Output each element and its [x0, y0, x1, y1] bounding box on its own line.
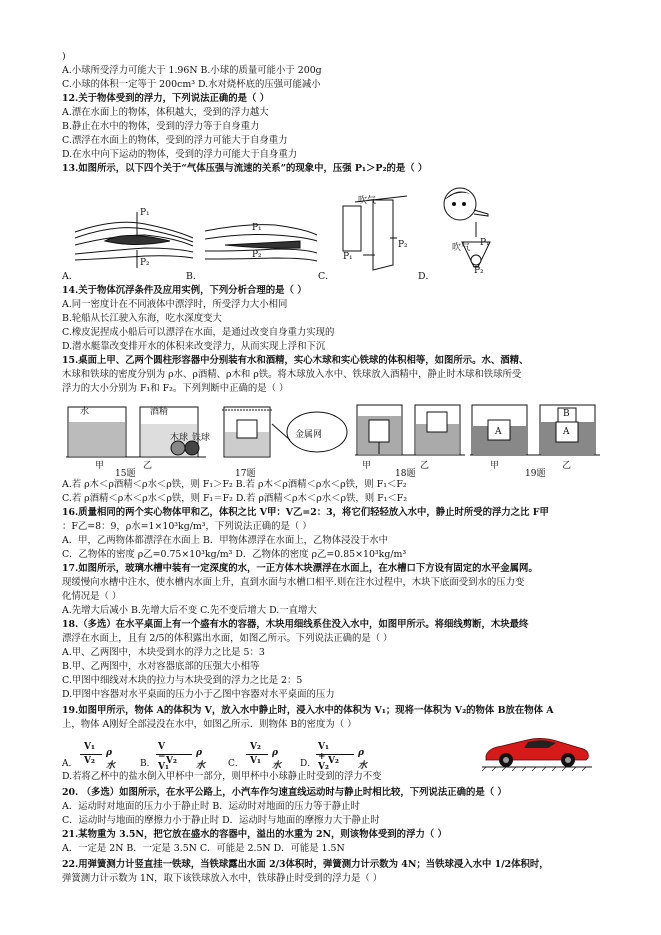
- question-17: 17.如图所示，玻璃水槽中装有一定深度的水，一正方体木块漂浮在水面上，在水槽口下方设有固定的水平金属网。: [62, 563, 538, 574]
- mesh-label: 金属网: [295, 430, 323, 440]
- jia-label: 甲: [362, 461, 372, 471]
- q13-option-a: A．: [62, 271, 79, 282]
- p2-label: P₂: [398, 240, 408, 250]
- text-line: ：F乙=8：9，ρ水=1×10³kg/m³，下列说法正确的是（ ）: [62, 521, 312, 532]
- block-b-label: B: [563, 409, 570, 419]
- text-line: A.先增大后减小 B.先增大后不变 C.先不变后增大 D.一直增大: [62, 605, 317, 616]
- question-18: 18.（多选）在水平桌面上有一个盛有水的容器，木块用细线系住没入水中，如图甲所示。将细线剪断，木块最终: [62, 619, 529, 630]
- text-line: 弹簧测力计示数为 1N，取下该铁球放入水中，铁球静止时受到的浮力是（ ）: [62, 873, 383, 884]
- text-line: 浮力的大小分别为 F₁和 F₂。下列判断中正确的是（ ）: [62, 383, 289, 394]
- yi-label: 乙: [420, 461, 430, 471]
- text-line: D.甲图中容器对水平桌面的压力小于乙图中容器对水平桌面的压力: [62, 689, 335, 700]
- fig17-caption: 17题: [235, 469, 256, 479]
- wood-label: 木球: [170, 433, 189, 443]
- yi-label: 乙: [562, 461, 572, 471]
- tank-figure-17: [222, 402, 352, 464]
- block-a-label: A: [563, 427, 570, 437]
- text-line: ): [62, 51, 66, 62]
- text-line: C.甲图中细线对木块的拉力与木块受到的浮力之比是 2：5: [62, 675, 303, 686]
- question-15: 15.桌面上甲、乙两个圆柱形容器中分别装有水和酒精，实心木球和实心铁球的体积相等，如图所示。水、酒精、: [62, 355, 529, 366]
- wing-figure-a: [75, 210, 195, 270]
- text-line: B.轮船从长江驶入东海，吃水深度变大: [62, 313, 222, 324]
- question-12: 12.关于物体受到的浮力，下列说法正确的是（ ）: [62, 93, 270, 104]
- text-line: B.甲、乙两图中，水对容器底部的压强大小相等: [62, 661, 260, 672]
- text-line: D.潜水艇靠改变排开水的体积来改变浮力，从而实现上浮和下沉: [62, 341, 326, 352]
- q13-option-c: C．: [318, 271, 335, 282]
- text-line: A.小球所受浮力可能大于 1.96N B.小球的质量可能小于 200g: [62, 65, 322, 76]
- text-line: 漂浮在水面上，且有 2/5的体积露出水面，如图乙所示。下列说法正确的是（ ）: [62, 633, 393, 644]
- block-a-label: A: [495, 427, 502, 437]
- wing-figure-b: [205, 215, 320, 270]
- p2-label: P₂: [252, 250, 262, 260]
- iron-label: 铁球: [192, 433, 211, 443]
- red-car-image: [482, 730, 592, 772]
- text-line: C．乙物体的密度 ρ乙=0.75×10³kg/m³ D．乙物体的密度 ρ乙=0.85×10³kg/m³: [62, 549, 407, 560]
- text-line: B.静止在水中的物体，受到的浮力等于自身重力: [62, 121, 260, 132]
- text-line: A．运动时对地面的压力小于静止时 B．运动时对地面的压力等于静止时: [62, 801, 360, 812]
- text-line: C.小球的体积一定等于 200cm³ D.水对烧杯底的压强可能减小: [62, 79, 321, 90]
- worksheet-page: ) A.小球所受浮力可能大于 1.96N B.小球的质量可能小于 200g C.小球的体积一定等于 200cm³ D.水对烧杯底的压强可能减小 12.关于物体受到的浮力，下列说法正确的是（ ） A.漂在水面上的物体，体积越大，受到的浮力越大 B.静止在水中的物体，受到的浮力等于自身重力 C.漂浮在水面上的物体，受到的浮力可能大于自身重力 D.在水中向下运动的物体，受到的浮力可能大于自身重力 13.如图所示，以下四个关于“气体压强与流速的关系”的现象中，压强 P₁＞P₂的是（ ） P₁ P₂ P₁ P₂ 吹气 P₁ P₂ 吹气 P₁ P₂ A． B． C． D． 14.关于物体沉浮条件及应用实例，下列分析合理的是（ ） A.同一密度计在不同液体中漂浮时，所受浮力大小相同 B.轮船从长江驶入东海，吃水深度变大 C.橡皮泥捏成小船后可以漂浮在水面，是通过改变自身重力实现的 D.潜水艇靠改变排开水的体积来改变浮力，从而实现上浮和下沉 15.桌面上甲、乙两个圆柱形容器中分别装有水和酒精，实心木球和实心铁球的体积相等，如图所示。水、酒精、 木球和铁球的密度分别为 ρ水、ρ酒精、ρ木和 ρ铁。将木球放入水中、铁球放入酒精中，静止时木球和铁球所受 浮力的大小分别为 F₁和 F₂。下列判断中正确的是（ ） 水 酒精 木球 铁球 甲 乙 15题 金属网 17题 甲 乙 18题 A B A 甲 乙 19题 A.若 ρ木＜ρ酒精＜ρ水＜ρ铁，则 F₁＞F₂ B.若 ρ木＜ρ酒精＜ρ水＜ρ铁，则 F₁＜F₂ C.若 ρ酒精＜ρ木＜ρ水＜ρ铁，则 F₁＝F₂ D.若 ρ酒精＜ρ木＜ρ水＜ρ铁，则 F₁＜F₂ 16.质量相同的两个实心物体甲和乙，体积之比 V甲：V乙=2：3，将它们轻轻放入水中，静止时所受的浮力之比 F甲 ：F乙=8：9，ρ水=1×10³kg/m³，下列说法正确的是（ ） A．甲，乙两物体都漂浮在水面上 B．甲物体漂浮在水面上，乙物体浸没于水中 C．乙物体的密度 ρ乙=0.75×10³kg/m³ D．乙物体的密度 ρ乙=0.85×10³kg/m³ 17.如图所示，玻璃水槽中装有一定深度的水，一正方体木块漂浮在水面上，在水槽口下方设有固定的水平金属网。 现缓慢向水槽中注水，使水槽内水面上升，直到水面与水槽口相平.则在注水过程中，木块下底面受到水的压力变 化情况是（ ） A.先增大后减小 B.先增大后不变 C.先不变后增大 D.一直增大 18.（多选）在水平桌面上有一个盛有水的容器，木块用细线系住没入水中，如图甲所示。将细线剪断，木块最终 漂浮在水面上，且有 2/5的体积露出水面，如图乙所示。下列说法正确的是（ ） A.甲、乙两图中，木块受到水的浮力之比是 5：3 B.甲、乙两图中，水对容器底部的压强大小相等 C.甲图中细线对木块的拉力与木块受到的浮力之比是 2：5 D.甲图中容器对水平桌面的压力小于乙图中容器对水平桌面的压力 19.如图甲所示，物体 A的体积为 V，放入水中静止时，浸入水中的体积为 V₁；现将一体积为 V₂的物体 B放在物体 A 上，物体 A刚好全部浸没在水中，如图乙所示．则物体 B的密度为（ ） A． V₁ V₂ ρ水 B． V − V₁ V₂ ρ水 C． V₂ V₁ ρ水 D． V₁ + V₂ V₂ ρ水 D.若将乙杯中的盐水倒入甲杯中一部分，则甲杯中小球静止时受到的浮力不变 20. （多选）如图所示，在水平公路上，小汽车作匀速直线运动时与静止时相比较，下列说法正确的是（ ） A．运动时对地面的压力小于静止时 B．运动时对地面的压力等于静止时 C．运动时与地面的摩擦力小于静止时 D．运动时与地面的摩擦力大于静止时 21.某物重为 3.5N，把它放在盛水的容器中，溢出的水重为 2N，则该物体受到的浮力（ ） A．一定是 2N B．一定是 3.5N C．可能是 2.5N D．可能是 1.5N 22.用弹簧测力计竖直挂一铁球，当铁球露出水面 2/3体积时，弹簧测力计示数为 4N；当铁球浸入水中 1/2体积时， 弹簧测力计示数为 1N，取下该铁球放入水中，铁球静止时受到的浮力是（ ）: [0, 0, 661, 935]
- question-20: 20. （多选）如图所示，在水平公路上，小汽车作匀速直线运动时与静止时相比较，下列说法正确的是（ ）: [62, 787, 507, 798]
- text-line: A.甲、乙两图中，木块受到水的浮力之比是 5：3: [62, 647, 265, 658]
- text-line: 木球和铁球的密度分别为 ρ水、ρ酒精、ρ木和 ρ铁。将木球放入水中、铁球放入酒精中，静止时木球和铁球所受: [62, 369, 522, 380]
- text-line: D.在水中向下运动的物体，受到的浮力可能大于自身重力: [62, 149, 298, 160]
- q13-option-b: B．: [186, 271, 203, 282]
- containers-figure-18: [355, 400, 465, 462]
- jia-label: 甲: [490, 461, 500, 471]
- blow-label: 吹气: [452, 243, 471, 253]
- p2-label: P₂: [140, 258, 150, 268]
- text-line: A．一定是 2N B．一定是 3.5N C．可能是 2.5N D．可能是 1.5N: [62, 843, 345, 854]
- question-16: 16.质量相同的两个实心物体甲和乙，体积之比 V甲：V乙=2：3，将它们轻轻放入水中，静止时所受的浮力之比 F甲: [62, 507, 549, 518]
- question-14: 14.关于物体沉浮条件及应用实例，下列分析合理的是（ ）: [62, 285, 307, 296]
- p1-label: P₁: [343, 252, 353, 262]
- text-line: C.橡皮泥捏成小船后可以漂浮在水面，是通过改变自身重力实现的: [62, 327, 335, 338]
- p1-label: P₁: [480, 238, 490, 248]
- containers-figure-19: [470, 400, 600, 462]
- person-funnel-figure-d: [432, 182, 512, 277]
- p1-label: P₁: [252, 223, 262, 233]
- question-22: 22.用弹簧测力计竖直挂一铁球，当铁球露出水面 2/3体积时，弹簧测力计示数为 4N；当铁球浸入水中 1/2体积时，: [62, 859, 549, 870]
- text-line: A.若 ρ木＜ρ酒精＜ρ水＜ρ铁，则 F₁＞F₂ B.若 ρ木＜ρ酒精＜ρ水＜ρ铁，则 F₁＜F₂: [62, 479, 407, 490]
- p2-label: P₂: [474, 266, 484, 276]
- text-line: 化情况是（ ）: [62, 591, 122, 602]
- fig19-caption: 19题: [525, 469, 546, 479]
- text-line: C.漂浮在水面上的物体，受到的浮力可能大于自身重力: [62, 135, 288, 146]
- text-line: D.若将乙杯中的盐水倒入甲杯中一部分，则甲杯中小球静止时受到的浮力不变: [62, 771, 382, 782]
- text-line: A.漂在水面上的物体，体积越大，受到的浮力越大: [62, 107, 269, 118]
- question-13: 13.如图所示，以下四个关于“气体压强与流速的关系”的现象中，压强 P₁＞P₂的是（ ）: [62, 163, 428, 174]
- question-19: 19.如图甲所示，物体 A的体积为 V，放入水中静止时，浸入水中的体积为 V₁；现将一体积为 V₂的物体 B放在物体 A: [62, 705, 554, 716]
- question-21: 21.某物重为 3.5N，把它放在盛水的容器中，溢出的水重为 2N，则该物体受到的浮力（ ）: [62, 829, 447, 840]
- text-line: A.同一密度计在不同液体中漂浮时，所受浮力大小相同: [62, 299, 288, 310]
- text-line: 上，物体 A刚好全部浸没在水中，如图乙所示．则物体 B的密度为（ ）: [62, 719, 357, 730]
- text-line: C．运动时与地面的摩擦力小于静止时 D．运动时与地面的摩擦力大于静止时: [62, 815, 380, 826]
- text-line: 现缓慢向水槽中注水，使水槽内水面上升，直到水面与水槽口相平.则在注水过程中，木块下底面受到水的压力变: [62, 577, 525, 588]
- text-line: A．甲，乙两物体都漂浮在水面上 B．甲物体漂浮在水面上，乙物体浸没于水中: [62, 535, 389, 546]
- text-line: C.若 ρ酒精＜ρ木＜ρ水＜ρ铁，则 F₁＝F₂ D.若 ρ酒精＜ρ木＜ρ水＜ρ铁，则 F₁＜F₂: [62, 493, 408, 504]
- q13-option-d: D．: [418, 271, 435, 282]
- alcohol-label: 酒精: [150, 407, 169, 417]
- jia-label: 甲: [95, 461, 105, 471]
- fig18-caption: 18题: [395, 469, 416, 479]
- blow-label: 吹气: [358, 196, 377, 206]
- water-label: 水: [80, 407, 90, 417]
- fig15-caption: 15题: [115, 469, 136, 479]
- p1-label: P₁: [140, 208, 150, 218]
- yi-label: 乙: [143, 461, 153, 471]
